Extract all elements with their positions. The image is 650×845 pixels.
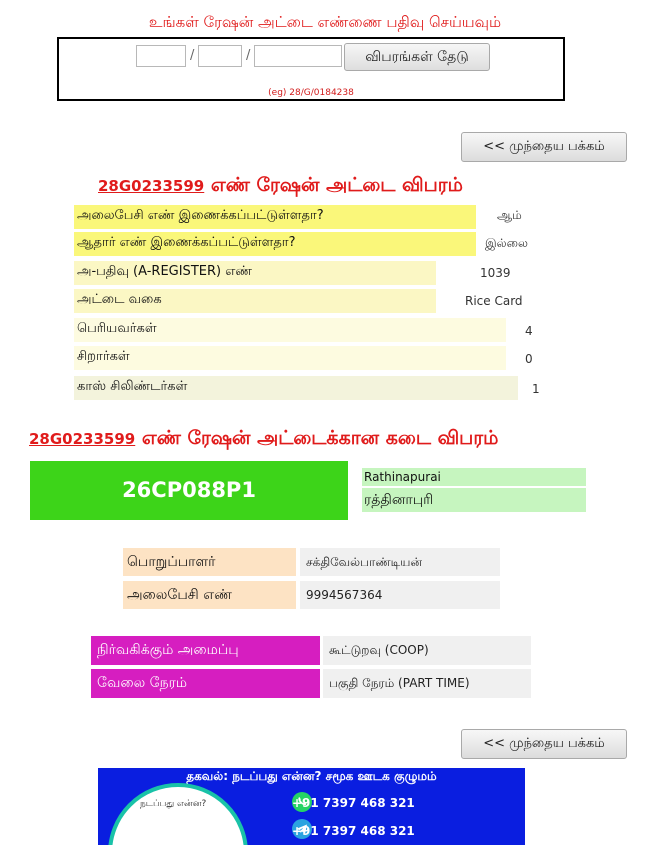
card-section-title	[98, 174, 463, 199]
card-detail-value: இல்லை	[485, 236, 528, 250]
incharge-value: சக்திவேல்பாண்டியன்	[300, 548, 500, 576]
time-label: வேலை நேரம்	[91, 669, 320, 698]
whatsapp-number: +91 7397 468 321	[292, 796, 415, 810]
card-detail-label: அட்டை வகை	[74, 289, 436, 313]
card-detail-value: 0	[525, 352, 533, 366]
card-detail-value: ஆம்	[497, 208, 522, 222]
card-part1-input[interactable]	[136, 45, 186, 67]
card-detail-value: 4	[525, 324, 533, 338]
card-detail-label: சிறார்கள்	[74, 346, 506, 370]
mobile-label: அலைபேசி எண்	[123, 581, 296, 609]
card-detail-label: காஸ் சிலிண்டர்கள்	[74, 376, 518, 400]
card-part3-input[interactable]	[254, 45, 342, 67]
separator: /	[246, 48, 251, 63]
shop-card-number-link[interactable]: 28G0233599	[29, 430, 136, 448]
org-value: கூட்டுறவு (COOP)	[323, 636, 531, 665]
time-value: பகுதி நேரம் (PART TIME)	[323, 669, 531, 698]
mobile-value: 9994567364	[300, 581, 500, 609]
shop-section-title-text: எண் ரேஷன் அட்டைக்கான கடை விபரம்	[135, 427, 499, 449]
card-detail-value: Rice Card	[465, 294, 523, 308]
info-banner[interactable]	[98, 768, 525, 845]
card-detail-value: 1	[532, 382, 540, 396]
example-hint: (eg) 28/G/0184238	[268, 88, 354, 98]
shop-name-english: Rathinapurai	[362, 468, 586, 486]
card-detail-value: 1039	[480, 266, 511, 280]
shop-section-title	[29, 427, 498, 452]
previous-page-button-bottom[interactable]: << முந்தைய பக்கம்	[461, 729, 627, 759]
shop-name-tamil: ரத்தினாபுரி	[362, 488, 586, 512]
logo-text: நடப்பது என்ன?	[140, 799, 207, 809]
card-number-link[interactable]: 28G0233599	[98, 177, 205, 195]
group-logo	[108, 783, 248, 845]
card-part2-input[interactable]	[198, 45, 242, 67]
shop-code: 26CP088P1	[30, 461, 348, 520]
card-detail-label: பெரியவர்கள்	[74, 318, 506, 342]
card-section-title-text: எண் ரேஷன் அட்டை விபரம்	[204, 174, 463, 196]
card-detail-label: ஆதார் எண் இணைக்கப்பட்டுள்ளதா?	[74, 232, 476, 256]
previous-page-button[interactable]: << முந்தைய பக்கம்	[461, 132, 627, 162]
telegram-number: +91 7397 468 321	[292, 824, 415, 838]
search-box	[57, 37, 565, 101]
separator: /	[190, 48, 195, 63]
org-label: நிர்வகிக்கும் அமைப்பு	[91, 636, 320, 665]
card-detail-label: அ-பதிவு (A-REGISTER) எண்	[74, 261, 436, 285]
banner-title: தகவல்: நடப்பது என்ன? சமூக ஊடக குழுமம்	[186, 769, 437, 783]
incharge-label: பொறுப்பாளர்	[123, 548, 296, 576]
page-title: உங்கள் ரேஷன் அட்டை எண்ணை பதிவு செய்யவும்	[148, 13, 502, 31]
search-button[interactable]: விபரங்கள் தேடு	[344, 43, 490, 71]
card-detail-label: அலைபேசி எண் இணைக்கப்பட்டுள்ளதா?	[74, 205, 476, 229]
